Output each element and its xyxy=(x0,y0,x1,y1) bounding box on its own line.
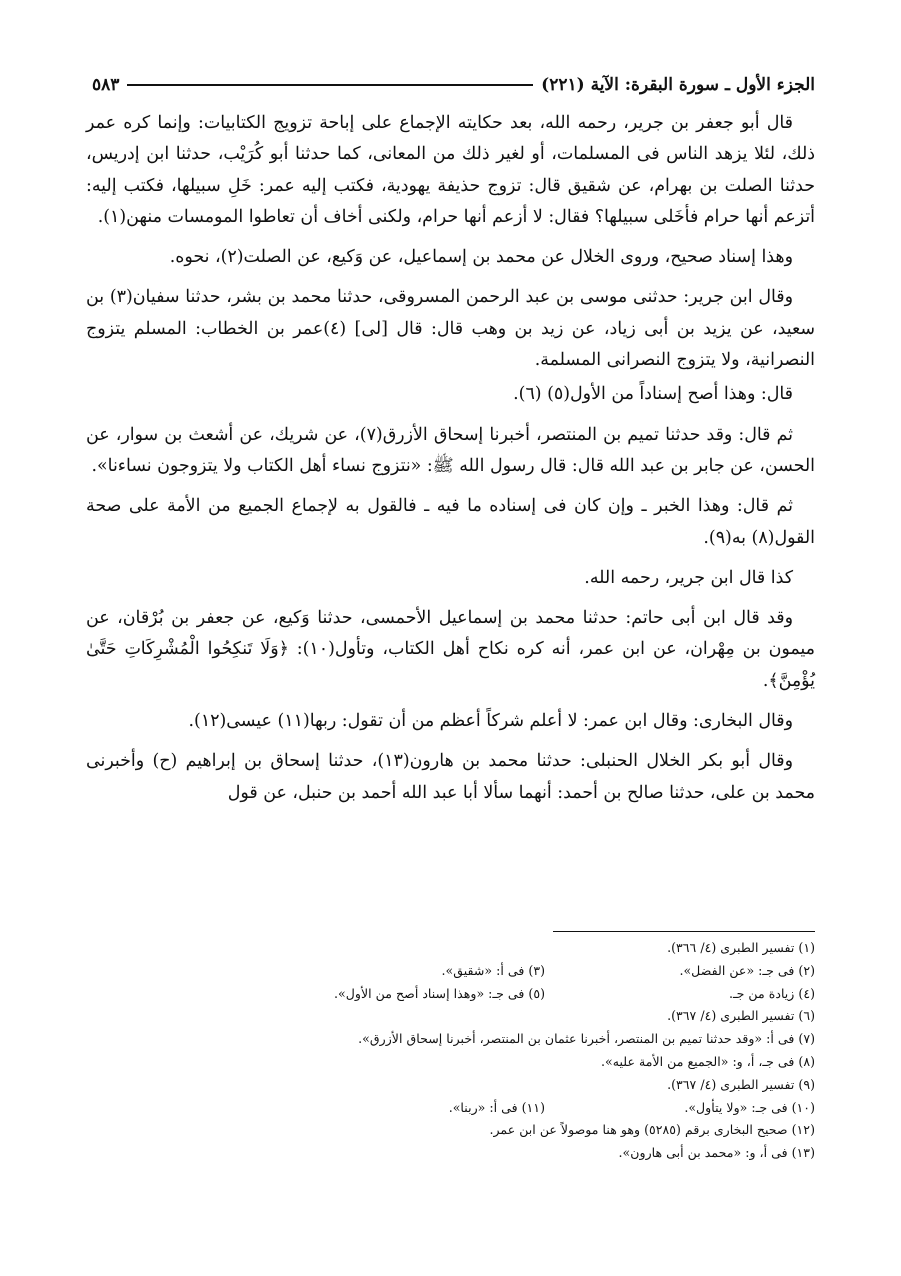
paragraph: وقد قال ابن أبى حاتم: حدثنا محمد بن إسماعيل الأحمسى، حدثنا وَكيع، عن جعفر بن بُرْقان، عن ميمون بن مِهْران، عن ابن عمر، أنه كره نكاح أهل الكتاب، وتأول(١٠): ﴿وَلَا تَنكِحُوا الْمُشْرِكَاتِ حَتَّىٰ يُؤْمِنَّ﴾. xyxy=(86,608,815,691)
footnote: (١٢) صحيح البخارى برقم (٥٢٨٥) وهو هنا موصولاً عن ابن عمر. xyxy=(489,1122,815,1138)
paragraph: وقال البخارى: وقال ابن عمر: لا أعلم شركاً أعظم من أن تقول: ربها(١١) عيسى(١٢). xyxy=(188,711,793,732)
footnote-row xyxy=(86,937,815,960)
footnote: (١) تفسير الطبرى (٤/ ٣٦٦). xyxy=(667,940,815,955)
paragraph: قال أبو جعفر بن جرير، رحمه الله، بعد حكايته الإجماع على إباحة تزويج الكتابيات: وإنما كره عمر ذلك، لئلا يزهد الناس فى المسلمات، أو لغير ذلك من المعانى، كما حدثنا أبو كُرَيْب، حدثنا ابن إدريس، حدثنا الصلت بن بهرام، عن شقيق قال: تزوج حذيفة يهودية، فكتب إليه عمر: خَلِ سبيلها، فكتب إليه: أتزعم أنها حرام فأخَلى سبيلها؟ فقال: لا أزعم أنها حرام، ولكنى أخاف أن تعاطوا المومسات منهن(١). xyxy=(86,113,815,227)
footnote-row xyxy=(86,1074,815,1097)
footnote-row xyxy=(86,1051,815,1074)
footnote: (١١) فى أ: «ربنا». xyxy=(448,1099,545,1115)
paragraph: ثم قال: وقد حدثنا تميم بن المنتصر، أخبرنا إسحاق الأزرق(٧)، عن شريك، عن أشعث بن سوار، عن الحسن، عن جابر بن عبد الله قال: قال رسول الله ﷺ: «نتزوج نساء أهل الكتاب ولا يتزوجون نساءنا». xyxy=(86,424,815,476)
footnote-row xyxy=(86,1097,815,1120)
footnote: (٦) تفسير الطبرى (٤/ ٣٦٧). xyxy=(667,1008,815,1024)
footnote: (٥) فى جـ: «وهذا إسناد أصح من الأول». xyxy=(334,985,545,1001)
footnote: (٧) فى أ: «وقد حدثنا تميم بن المنتصر، أخبرنا عثمان بن المنتصر، أخبرنا إسحاق الأزرق». xyxy=(358,1031,815,1047)
footnote: (١٠) فى جـ: «ولا يتأول». xyxy=(684,1099,815,1115)
footnote xyxy=(86,1005,545,1028)
footnote: (٤) زيادة من جـ. xyxy=(728,985,815,1001)
footnote-row xyxy=(86,983,815,1006)
main-text xyxy=(86,108,815,818)
footnote-row xyxy=(86,1119,815,1142)
footnote xyxy=(86,937,545,960)
footnote-row xyxy=(86,960,815,983)
footnote-row xyxy=(86,1142,815,1165)
paragraph: وقال ابن جرير: حدثنى موسى بن عبد الرحمن المسروقى، حدثنا محمد بن بشر، حدثنا سفيان(٣) بن سعيد، عن يزيد بن أبى زياد، عن زيد بن وهب قال: قال [لى] (٤)عمر بن الخطاب: المسلم يتزوج النصرانية، ولا يتزوج النصرانى المسلمة. xyxy=(86,287,815,371)
header-rule xyxy=(127,84,533,86)
footnote: (٢) فى جـ: «عن الفضل». xyxy=(679,962,815,978)
page-number: ٥٨٣ xyxy=(92,75,120,95)
footnote-row xyxy=(86,1028,815,1051)
paragraph: وهذا إسناد صحيح، وروى الخلال عن محمد بن إسماعيل، عن وَكيع، عن الصلت(٢)، نحوه. xyxy=(169,247,793,268)
paragraph: قال: وهذا أصح إسناداً من الأول(٥) (٦). xyxy=(513,384,793,405)
header-title: الجزء الأول ـ سورة البقرة: الآية (٢٢١) xyxy=(541,75,815,95)
footnote xyxy=(86,1051,545,1074)
footnote: (٩) تفسير الطبرى (٤/ ٣٦٧). xyxy=(667,1076,815,1092)
paragraph: كذا قال ابن جرير، رحمه الله. xyxy=(584,567,793,588)
footnote xyxy=(86,1074,545,1097)
footnote: (٣) فى أ: «شقيق». xyxy=(441,962,545,978)
footnote-row xyxy=(86,1005,815,1028)
paragraph: ثم قال: وهذا الخبر ـ وإن كان فى إسناده ما فيه ـ فالقول به لإجماع الجميع من الأمة على صحة القول(٨) به(٩). xyxy=(86,496,815,548)
paragraph: وقال أبو بكر الخلال الحنبلى: حدثنا محمد بن هارون(١٣)، حدثنا إسحاق بن إبراهيم (ح) وأخبرنى محمد بن على، حدثنا صالح بن أحمد: أنهما سألا أبا عبد الله أحمد بن حنبل، عن قول xyxy=(86,751,815,803)
running-header xyxy=(92,70,815,100)
footnote: (١٣) فى أ، و: «محمد بن أبى هارون». xyxy=(618,1145,815,1161)
footnotes xyxy=(86,937,815,1165)
footnote-divider xyxy=(553,931,815,932)
footnote: (٨) فى جـ، أ، و: «الجميع من الأمة عليه». xyxy=(601,1053,815,1069)
